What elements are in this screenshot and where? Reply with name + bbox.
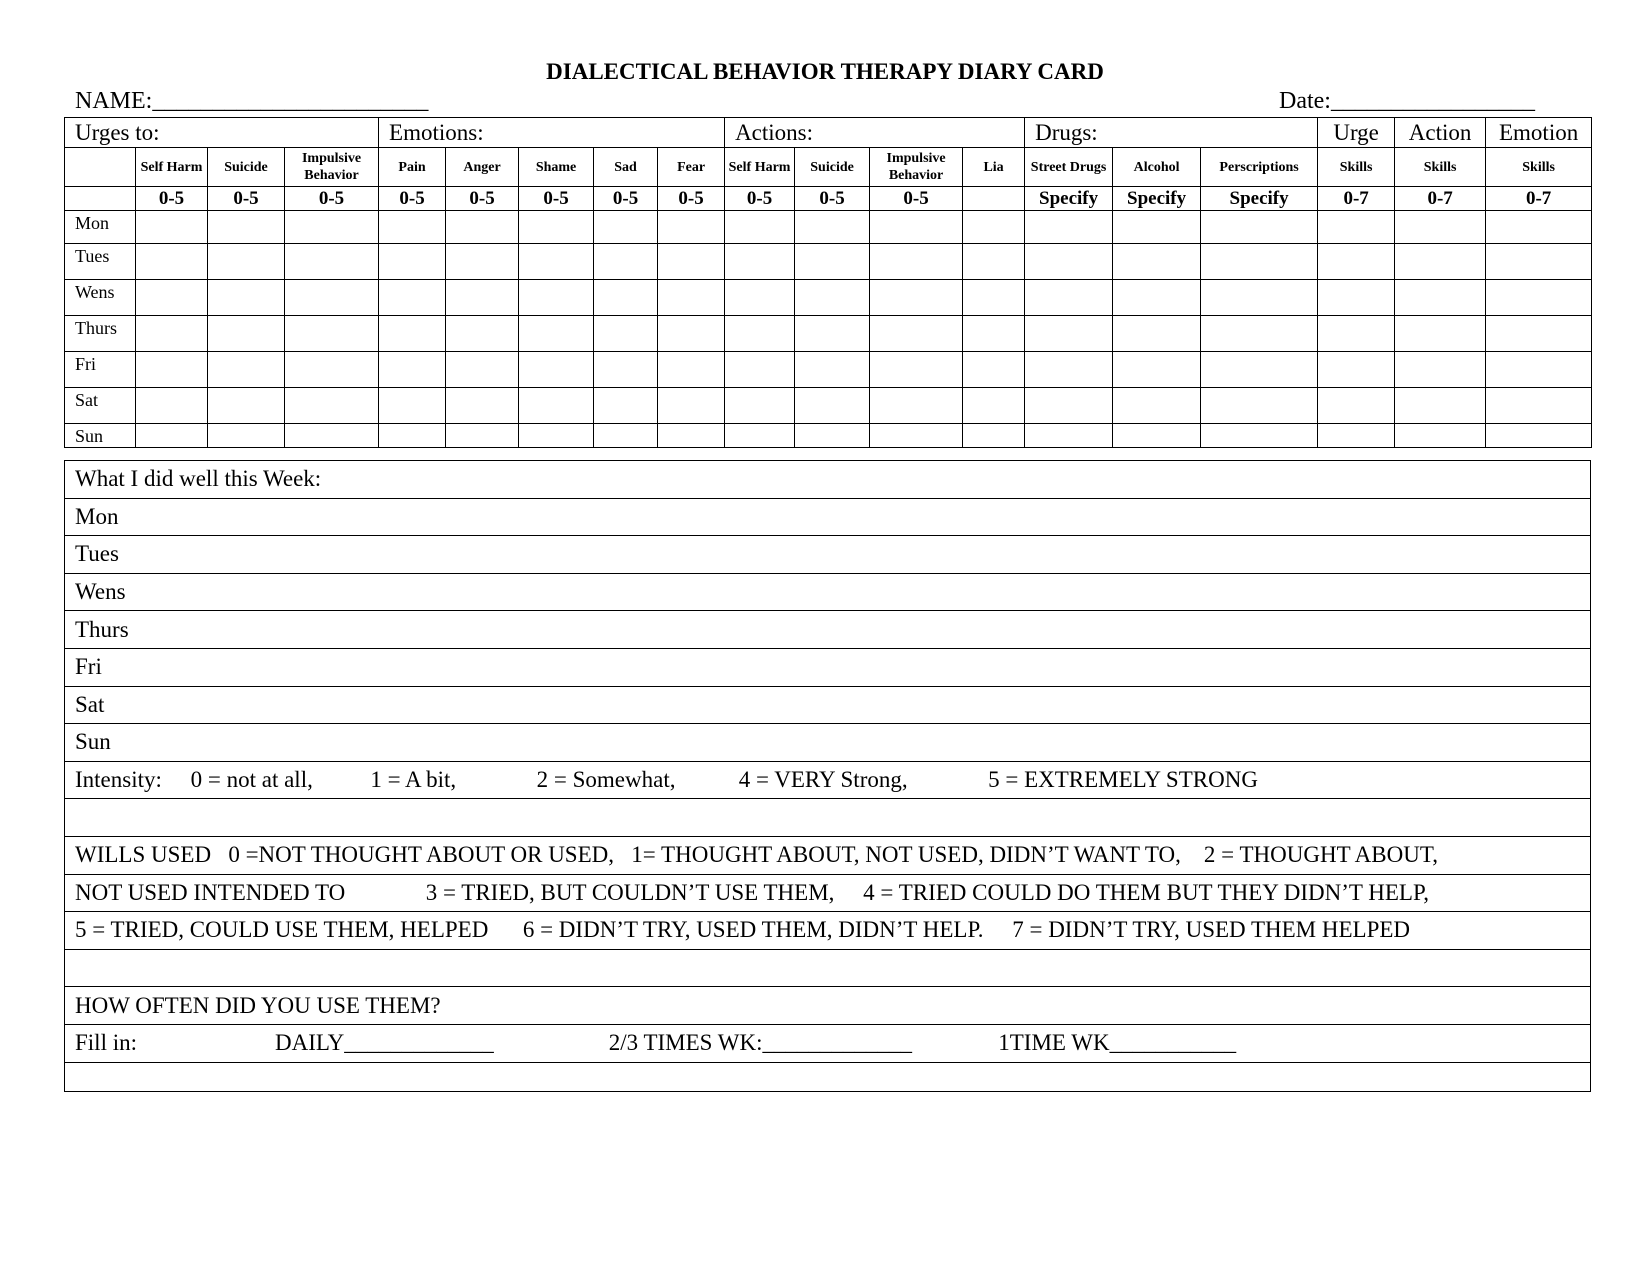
rating-cell[interactable] <box>795 424 870 448</box>
rating-cell[interactable] <box>594 280 658 316</box>
day-row <box>65 316 1592 352</box>
day-row <box>65 352 1592 388</box>
blank-row[interactable] <box>65 799 1591 837</box>
rating-cell[interactable] <box>1486 244 1592 280</box>
rating-cell[interactable] <box>1025 280 1113 316</box>
skills-legend-line-1: WILLS USED 0 =NOT THOUGHT ABOUT OR USED, 1= THOUGHT ABOUT, NOT USED, DIDN’T WANT TO, 2 = THOUGHT ABOUT, <box>65 836 1591 874</box>
rating-cell[interactable] <box>1025 244 1113 280</box>
day-label: Tues <box>65 244 136 280</box>
rating-cell[interactable] <box>379 352 446 388</box>
rating-cell[interactable] <box>725 424 795 448</box>
rating-cell[interactable] <box>285 244 379 280</box>
rating-cell[interactable] <box>1201 352 1318 388</box>
well-day-row[interactable]: Sat <box>65 686 1591 724</box>
column-scale: 0-7 <box>1318 187 1395 211</box>
rating-cell[interactable] <box>658 388 725 424</box>
rating-cell[interactable] <box>795 244 870 280</box>
column-scale: Specify <box>1113 187 1201 211</box>
rating-cell[interactable] <box>658 424 725 448</box>
day-label: Fri <box>65 352 136 388</box>
column-header: Self Harm <box>725 148 795 187</box>
rating-cell[interactable] <box>1113 280 1201 316</box>
rating-cell[interactable] <box>1395 388 1486 424</box>
rating-cell[interactable] <box>870 388 963 424</box>
fill-in-row[interactable]: Fill in: DAILY_____________ 2/3 TIMES WK:_____________ 1TIME WK___________ <box>65 1024 1591 1062</box>
day-label: Mon <box>65 211 136 244</box>
rating-cell[interactable] <box>1395 211 1486 244</box>
column-header: Impulsive Behavior <box>870 148 963 187</box>
rating-cell[interactable] <box>658 244 725 280</box>
rating-cell[interactable] <box>1395 352 1486 388</box>
column-scale <box>963 187 1025 211</box>
section-urges: Urges to: <box>65 118 379 148</box>
corner-cell <box>65 148 136 187</box>
day-row <box>65 211 1592 244</box>
day-label: Sun <box>65 424 136 448</box>
blank-row[interactable] <box>65 1062 1591 1091</box>
rating-cell[interactable] <box>446 388 519 424</box>
rating-cell[interactable] <box>594 316 658 352</box>
rating-cell[interactable] <box>446 244 519 280</box>
rating-cell[interactable] <box>379 280 446 316</box>
rating-cell[interactable] <box>208 316 285 352</box>
column-header: Suicide <box>795 148 870 187</box>
rating-cell[interactable] <box>594 424 658 448</box>
blank-row[interactable] <box>65 949 1591 987</box>
intensity-legend: Intensity: 0 = not at all, 1 = A bit, 2 = Somewhat, 4 = VERY Strong, 5 = EXTREMELY STRONG <box>65 761 1591 799</box>
rating-cell[interactable] <box>795 211 870 244</box>
rating-cell[interactable] <box>208 352 285 388</box>
rating-cell[interactable] <box>136 211 208 244</box>
column-header: Impulsive Behavior <box>285 148 379 187</box>
well-day-row[interactable]: Thurs <box>65 611 1591 649</box>
rating-cell[interactable] <box>136 280 208 316</box>
day-label: Thurs <box>65 316 136 352</box>
rating-cell[interactable] <box>1201 424 1318 448</box>
rating-cell[interactable] <box>1395 316 1486 352</box>
rating-cell[interactable] <box>1025 352 1113 388</box>
column-scale: 0-5 <box>658 187 725 211</box>
column-header: Skills <box>1395 148 1486 187</box>
rating-cell[interactable] <box>870 352 963 388</box>
rating-cell[interactable] <box>519 211 594 244</box>
rating-cell[interactable] <box>594 211 658 244</box>
rating-cell[interactable] <box>870 280 963 316</box>
section-urge: Urge <box>1318 118 1395 148</box>
rating-cell[interactable] <box>795 352 870 388</box>
rating-cell[interactable] <box>1201 244 1318 280</box>
rating-cell[interactable] <box>1113 388 1201 424</box>
well-day-row[interactable]: Sun <box>65 724 1591 762</box>
rating-cell[interactable] <box>1318 211 1395 244</box>
rating-cell[interactable] <box>446 352 519 388</box>
rating-cell[interactable] <box>519 388 594 424</box>
rating-cell[interactable] <box>285 316 379 352</box>
rating-cell[interactable] <box>136 424 208 448</box>
column-header: Pain <box>379 148 446 187</box>
section-drugs: Drugs: <box>1025 118 1318 148</box>
corner-cell <box>65 187 136 211</box>
rating-cell[interactable] <box>1025 424 1113 448</box>
rating-cell[interactable] <box>963 352 1025 388</box>
column-scale: 0-5 <box>795 187 870 211</box>
column-header: Suicide <box>208 148 285 187</box>
rating-cell[interactable] <box>519 244 594 280</box>
rating-cell[interactable] <box>446 424 519 448</box>
scale-row <box>65 187 1592 211</box>
rating-cell[interactable] <box>658 211 725 244</box>
rating-cell[interactable] <box>379 211 446 244</box>
rating-cell[interactable] <box>1395 244 1486 280</box>
rating-cell[interactable] <box>870 316 963 352</box>
rating-cell[interactable] <box>136 352 208 388</box>
rating-cell[interactable] <box>1113 424 1201 448</box>
column-header: Sad <box>594 148 658 187</box>
column-header: Lia <box>963 148 1025 187</box>
rating-cell[interactable] <box>1486 388 1592 424</box>
rating-cell[interactable] <box>446 316 519 352</box>
rating-cell[interactable] <box>594 352 658 388</box>
column-scale: 0-5 <box>285 187 379 211</box>
column-scale: 0-5 <box>519 187 594 211</box>
skills-legend-line-3: 5 = TRIED, COULD USE THEM, HELPED 6 = DIDN’T TRY, USED THEM, DIDN’T HELP. 7 = DIDN’T TRY, USED THEM HELPED <box>65 912 1591 950</box>
column-header-row <box>65 148 1592 187</box>
rating-cell[interactable] <box>446 280 519 316</box>
skills-legend-line-2: NOT USED INTENDED TO 3 = TRIED, BUT COULDN’T USE THEM, 4 = TRIED COULD DO THEM BUT THEY DIDN’T HELP, <box>65 874 1591 912</box>
column-scale: 0-5 <box>870 187 963 211</box>
column-scale: Specify <box>1201 187 1318 211</box>
rating-cell[interactable] <box>963 280 1025 316</box>
column-header: Skills <box>1318 148 1395 187</box>
rating-cell[interactable] <box>658 280 725 316</box>
column-scale: 0-7 <box>1486 187 1592 211</box>
column-header: Perscriptions <box>1201 148 1318 187</box>
rating-cell[interactable] <box>285 211 379 244</box>
rating-cell[interactable] <box>285 424 379 448</box>
well-day-row[interactable]: Mon <box>65 498 1591 536</box>
rating-cell[interactable] <box>1201 280 1318 316</box>
rating-cell[interactable] <box>1201 316 1318 352</box>
rating-cell[interactable] <box>1395 424 1486 448</box>
rating-cell[interactable] <box>1113 352 1201 388</box>
rating-cell[interactable] <box>594 388 658 424</box>
day-label: Wens <box>65 280 136 316</box>
day-row <box>65 244 1592 280</box>
column-scale: 0-5 <box>208 187 285 211</box>
rating-cell[interactable] <box>136 316 208 352</box>
section-row <box>65 118 1592 148</box>
column-scale: 0-5 <box>446 187 519 211</box>
column-header: Alcohol <box>1113 148 1201 187</box>
rating-cell[interactable] <box>1318 280 1395 316</box>
name-field[interactable]: NAME:_______________________ <box>75 88 429 114</box>
rating-cell[interactable] <box>285 388 379 424</box>
date-field[interactable]: Date:_________________ <box>1279 88 1535 114</box>
rating-cell[interactable] <box>658 352 725 388</box>
rating-cell[interactable] <box>1318 424 1395 448</box>
rating-cell[interactable] <box>963 316 1025 352</box>
rating-cell[interactable] <box>285 352 379 388</box>
rating-cell[interactable] <box>379 316 446 352</box>
rating-cell[interactable] <box>208 244 285 280</box>
rating-cell[interactable] <box>658 316 725 352</box>
rating-cell[interactable] <box>795 280 870 316</box>
column-scale: Specify <box>1025 187 1113 211</box>
section-action: Action <box>1395 118 1486 148</box>
rating-cell[interactable] <box>963 388 1025 424</box>
how-often-heading: HOW OFTEN DID YOU USE THEM? <box>65 987 1591 1025</box>
column-header: Anger <box>446 148 519 187</box>
day-row <box>65 424 1592 448</box>
rating-cell[interactable] <box>379 244 446 280</box>
rating-cell[interactable] <box>725 244 795 280</box>
rating-cell[interactable] <box>963 211 1025 244</box>
rating-cell[interactable] <box>795 316 870 352</box>
rating-cell[interactable] <box>136 388 208 424</box>
rating-cell[interactable] <box>208 211 285 244</box>
column-header: Fear <box>658 148 725 187</box>
rating-cell[interactable] <box>1025 316 1113 352</box>
column-scale: 0-5 <box>594 187 658 211</box>
section-emotions: Emotions: <box>379 118 725 148</box>
rating-cell[interactable] <box>1113 316 1201 352</box>
well-day-row[interactable]: Wens <box>65 573 1591 611</box>
rating-cell[interactable] <box>1486 316 1592 352</box>
rating-cell[interactable] <box>1486 424 1592 448</box>
rating-cell[interactable] <box>1486 352 1592 388</box>
well-day-row[interactable]: Tues <box>65 536 1591 574</box>
rating-cell[interactable] <box>963 424 1025 448</box>
rating-cell[interactable] <box>1025 388 1113 424</box>
rating-cell[interactable] <box>285 280 379 316</box>
rating-cell[interactable] <box>519 316 594 352</box>
column-scale: 0-5 <box>725 187 795 211</box>
rating-cell[interactable] <box>725 388 795 424</box>
day-label: Sat <box>65 388 136 424</box>
rating-cell[interactable] <box>1318 352 1395 388</box>
rating-cell[interactable] <box>1113 211 1201 244</box>
rating-cell[interactable] <box>870 244 963 280</box>
rating-cell[interactable] <box>1201 211 1318 244</box>
rating-cell[interactable] <box>519 352 594 388</box>
column-header: Shame <box>519 148 594 187</box>
rating-cell[interactable] <box>1395 280 1486 316</box>
section-emotion: Emotion <box>1486 118 1592 148</box>
column-scale: 0-5 <box>136 187 208 211</box>
rating-cell[interactable] <box>1025 211 1113 244</box>
rating-cell[interactable] <box>519 424 594 448</box>
page-title: DIALECTICAL BEHAVIOR THERAPY DIARY CARD <box>546 59 1104 84</box>
day-row <box>65 280 1592 316</box>
rating-cell[interactable] <box>725 280 795 316</box>
rating-cell[interactable] <box>963 244 1025 280</box>
rating-cell[interactable] <box>1486 211 1592 244</box>
rating-cell[interactable] <box>379 424 446 448</box>
rating-cell[interactable] <box>519 280 594 316</box>
rating-cell[interactable] <box>725 316 795 352</box>
day-row <box>65 388 1592 424</box>
rating-cell[interactable] <box>870 424 963 448</box>
rating-cell[interactable] <box>208 424 285 448</box>
rating-cell[interactable] <box>379 388 446 424</box>
column-scale: 0-7 <box>1395 187 1486 211</box>
diary-grid <box>64 117 1592 448</box>
rating-cell[interactable] <box>1318 244 1395 280</box>
rating-cell[interactable] <box>208 388 285 424</box>
rating-cell[interactable] <box>1201 388 1318 424</box>
rating-cell[interactable] <box>208 280 285 316</box>
column-scale: 0-5 <box>379 187 446 211</box>
rating-cell[interactable] <box>870 211 963 244</box>
column-header: Self Harm <box>136 148 208 187</box>
rating-cell[interactable] <box>446 211 519 244</box>
rating-cell[interactable] <box>725 352 795 388</box>
rating-cell[interactable] <box>1318 316 1395 352</box>
rating-cell[interactable] <box>795 388 870 424</box>
rating-cell[interactable] <box>1318 388 1395 424</box>
column-header: Skills <box>1486 148 1592 187</box>
weekly-notes <box>64 460 1591 1092</box>
rating-cell[interactable] <box>136 244 208 280</box>
rating-cell[interactable] <box>1486 280 1592 316</box>
well-day-row[interactable]: Fri <box>65 648 1591 686</box>
rating-cell[interactable] <box>594 244 658 280</box>
section-actions: Actions: <box>725 118 1025 148</box>
well-heading: What I did well this Week: <box>65 461 1591 499</box>
rating-cell[interactable] <box>1113 244 1201 280</box>
rating-cell[interactable] <box>725 211 795 244</box>
column-header: Street Drugs <box>1025 148 1113 187</box>
